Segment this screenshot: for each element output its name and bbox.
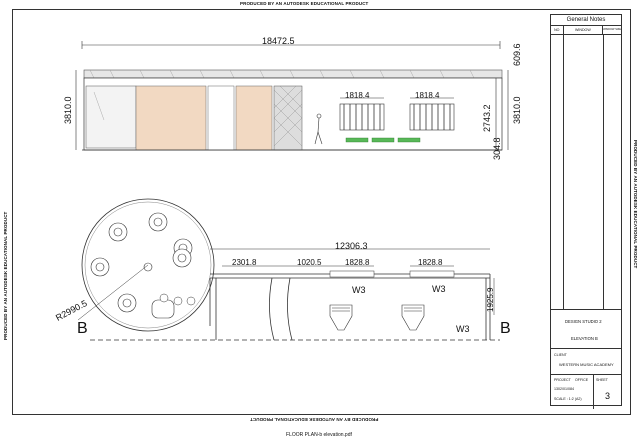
col-extra: WINDOW SIZE xyxy=(603,28,621,31)
col-window: WINDOW xyxy=(564,26,604,34)
elevation-height-right: 3810.0 xyxy=(512,96,522,124)
general-notes-heading: General Notes xyxy=(551,15,621,26)
elevation-overall-width: 18472.5 xyxy=(262,36,295,46)
title-block xyxy=(550,14,622,406)
project-name: DESIGN STUDIO 2 xyxy=(565,319,602,324)
col-no: NO xyxy=(551,26,564,34)
scale-label: SCALE : 1:2 (A2) xyxy=(554,397,582,401)
plan-window-label-1: W3 xyxy=(352,285,366,295)
plan-segment-3: 1828.8 xyxy=(345,258,370,267)
project-no-label: PROJECT xyxy=(554,378,571,382)
project-number: 1302/01/084 xyxy=(554,387,574,391)
watermark-right: PRODUCED BY AN AUTODESK EDUCATIONAL PRODUCT xyxy=(633,140,638,269)
watermark-top: PRODUCED BY AN AUTODESK EDUCATIONAL PRODUCT xyxy=(240,1,369,6)
plan-segment-1: 2301.8 xyxy=(232,258,257,267)
plan-segment-2: 1020.5 xyxy=(297,258,322,267)
plan-window-label-3: W3 xyxy=(456,324,470,334)
watermark-bottom: PRODUCED BY AN AUTODESK EDUCATIONAL PRODUCT xyxy=(250,417,379,422)
elevation-height-left: 3810.0 xyxy=(63,96,73,124)
watermark-left: PRODUCED BY AN AUTODESK EDUCATIONAL PRODUCT xyxy=(3,211,8,340)
notes-grid xyxy=(551,35,621,309)
client-name: WESTERN MUSIC ACADEMY xyxy=(559,362,614,367)
notes-header-row xyxy=(551,26,621,35)
elevation-window-1-width: 1818.4 xyxy=(345,91,370,100)
project-box xyxy=(551,309,621,348)
sheet-box xyxy=(551,374,621,409)
plan-window-label-2: W3 xyxy=(432,284,446,294)
plan-radius: R2990.5 xyxy=(54,298,89,323)
plan-segment-4: 1828.8 xyxy=(418,258,443,267)
plan-right-depth: 1925.9 xyxy=(486,287,495,312)
drawing-name: ELEVATION B xyxy=(571,336,598,341)
elevation-window-2-width: 1818.4 xyxy=(415,91,440,100)
client-box xyxy=(551,348,621,374)
file-caption: FLOOR PLAN-b elevation.pdf xyxy=(286,432,352,438)
client-label: CLIENT xyxy=(554,353,567,357)
elevation-wall-height: 2743.2 xyxy=(482,104,492,132)
elevation-parapet: 609.6 xyxy=(512,43,522,66)
elevation-plinth: 304.8 xyxy=(492,137,502,160)
sheet-label: SHEET xyxy=(596,378,608,382)
section-marker-right: B xyxy=(500,320,511,337)
office-label: OFFICE xyxy=(575,378,589,382)
sheet-number: 3 xyxy=(605,391,611,401)
plan-overall-width: 12306.3 xyxy=(335,241,368,251)
section-marker-left: B xyxy=(77,320,88,337)
